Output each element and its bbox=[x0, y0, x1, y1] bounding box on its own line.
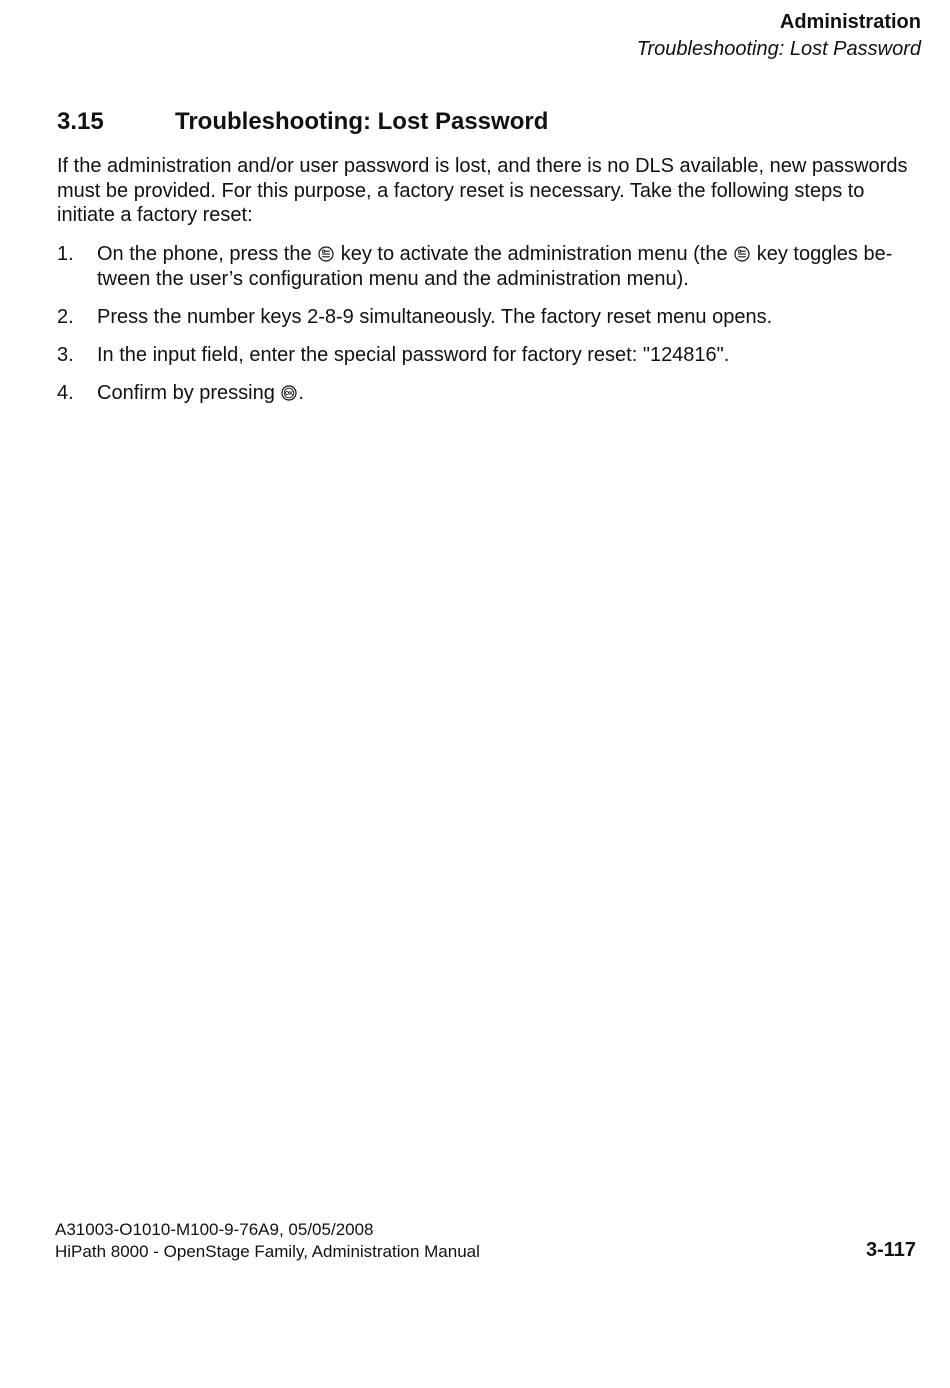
settings-menu-key-icon bbox=[318, 246, 334, 262]
step-text: Press the number keys 2-8-9 simultaneously. The factory reset menu opens. bbox=[97, 305, 773, 328]
section-number: 3.15 bbox=[57, 108, 104, 135]
page-number: 3-117 bbox=[865, 1239, 916, 1261]
steps-list bbox=[57, 242, 925, 419]
step-text: key to activate the administration menu (the bbox=[340, 243, 728, 265]
step-text: key toggles between the user’s configuration menu and the administration menu). bbox=[97, 243, 893, 290]
section-heading bbox=[57, 106, 548, 138]
step-item bbox=[57, 343, 925, 368]
running-header bbox=[637, 9, 921, 63]
intro-paragraph: If the administration and/or user password is lost, and there is no DLS available, new passwords must be provided. For this purpose, a factory reset is necessary. Take the following steps to initiate a factory reset: bbox=[57, 155, 908, 226]
svg-text:OK: OK bbox=[285, 390, 294, 397]
step-text: In the input field, enter the special password for factory reset: "124816". bbox=[97, 343, 730, 366]
footer bbox=[55, 1219, 480, 1263]
ok-key-icon bbox=[281, 385, 297, 401]
step-number: 2. bbox=[57, 305, 74, 328]
header-chapter: Administration bbox=[779, 11, 921, 33]
header-section: Troubleshooting: Lost Password bbox=[636, 38, 921, 60]
step-item bbox=[57, 242, 925, 291]
step-text: . bbox=[298, 381, 304, 404]
settings-menu-key-icon bbox=[734, 246, 750, 262]
footer-doc-id: A31003-O1010-M100-9-76A9, 05/05/2008 bbox=[55, 1220, 374, 1239]
section-title: Troubleshooting: Lost Password bbox=[175, 108, 549, 135]
step-text: On the phone, press the bbox=[97, 243, 312, 265]
footer-manual-title: HiPath 8000 - OpenStage Family, Administration Manual bbox=[55, 1242, 480, 1261]
step-item bbox=[57, 305, 925, 330]
step-text: Confirm by pressing bbox=[97, 381, 275, 404]
step-number: 3. bbox=[57, 343, 74, 366]
step-number: 1. bbox=[57, 243, 74, 265]
step-item bbox=[57, 381, 925, 406]
step-number: 4. bbox=[57, 381, 74, 404]
